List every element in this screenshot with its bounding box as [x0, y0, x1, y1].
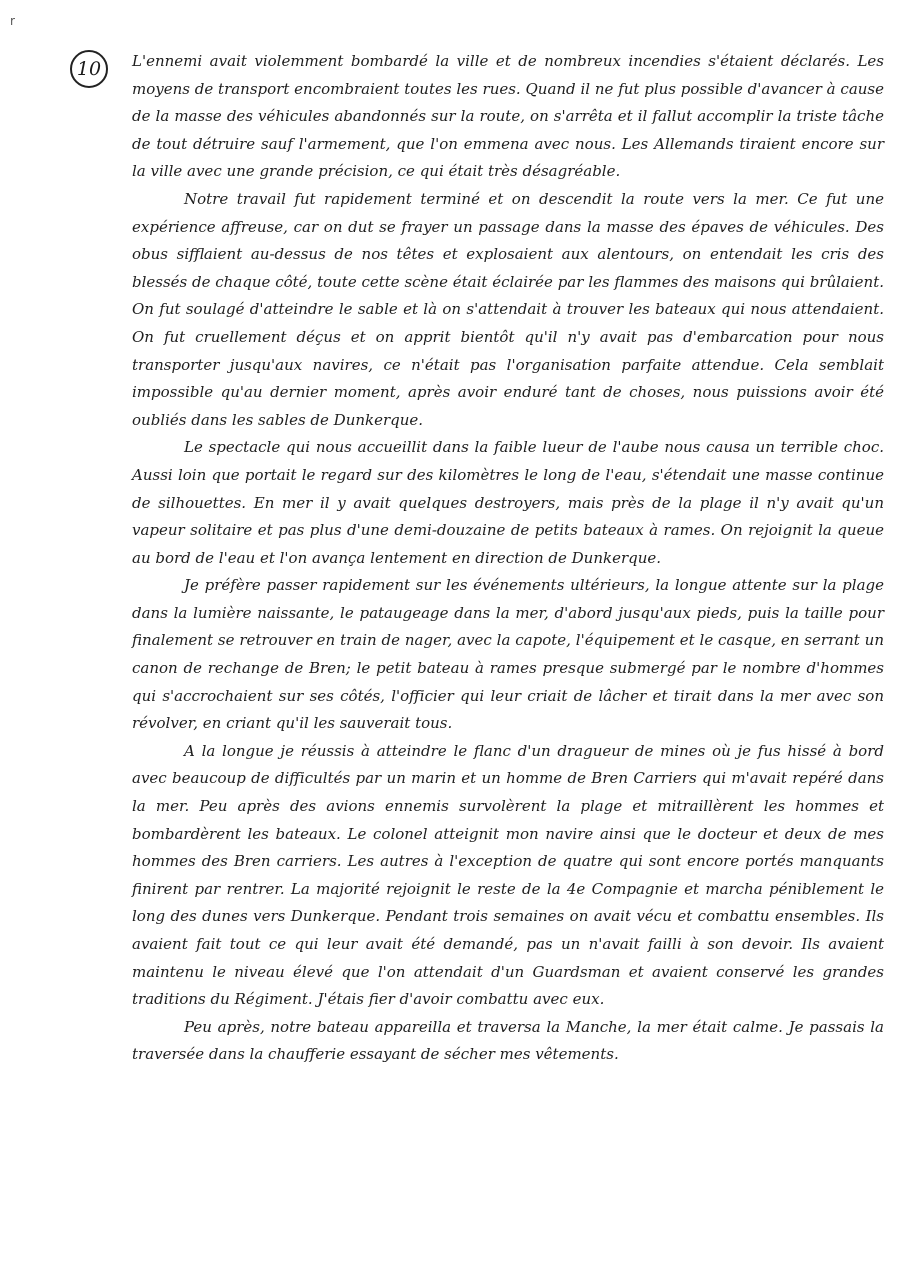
corner-mark: r: [10, 14, 15, 28]
paragraph-3: Le spectacle qui nous accueillit dans la faible lueur de l'aube nous causa un terrible choc. Aussi loin que portait le regard sur des kilomètres le long de l'eau, s'étendait une masse continue de silhouettes. En mer il y avait quelques destroyers, mais près de la plage il n'y avait qu'un vapeur solitaire et pas plus d'une demi-douzaine de petits bateaux à rames. On rejoignit la queue au bord de l'eau et l'on avança lentement en direction de Dunkerque.: [132, 438, 884, 567]
handwritten-text-body: [132, 48, 884, 1069]
paragraph-5: A la longue je réussis à atteindre le flanc d'un dragueur de mines où je fus hissé à bord avec beaucoup de difficultés par un marin et un homme de Bren Carriers qui m'avait repéré dans la mer. Peu après des avions ennemis survolèrent la plage et mitraillèrent les hommes et bombardèrent les bateaux. Le colonel atteignit mon navire ainsi que le docteur et deux de mes hommes des Bren carriers. Les autres à l'exception de quatre qui sont encore portés manquants finirent par rentrer. La majorité rejoignit le reste de la 4e Compagnie et marcha péniblement le long des dunes vers Dunkerque. Pendant trois semaines on avait vécu et combattu ensembles. Ils avaient fait tout ce qui leur avait été demandé, pas un n'avait failli à son devoir. Ils avaient maintenu le niveau élevé que l'on attendait d'un Guardsman et avaient conservé les grandes traditions du Régiment. J'étais fier d'avoir combattu avec eux.: [132, 741, 884, 1009]
paragraph-2: Notre travail fut rapidement terminé et on descendit la route vers la mer. Ce fut une expérience affreuse, car on dut se frayer un passage dans la masse des épaves de véhicules. Des obus sifflaient au-dessus de nos têtes et explosaient aux alentours, on entendait les cris des blessés de chaque côté, toute cette scène était éclairée par les flammes des maisons qui brûlaient. On fut soulagé d'atteindre le sable et là on s'attendait à trouver les bateaux qui nous attendaient. On fut cruellement déçus et on apprit bientôt qu'il n'y avait pas d'embarcation pour nous transporter jusqu'aux navires, ce n'était pas l'organisation parfaite attendue. Cela semblait impossible qu'au dernier moment, après avoir enduré tant de choses, nous puissions avoir été oubliés dans les sables de Dunkerque.: [132, 189, 884, 429]
paragraph-1: L'ennemi avait violemment bombardé la ville et de nombreux incendies s'étaient déclarés. Les moyens de transport encombraient toutes les rues. Quand il ne fut plus possible d'avancer à cause de la masse des véhicules abandonnés sur la route, on s'arrêta et il fallut accomplir la triste tâche de tout détruire sauf l'armement, que l'on emmena avec nous. Les Allemands tiraient encore sur la ville avec une grande précision, ce qui était très désagréable.: [132, 52, 884, 181]
paragraph-4: Je préfère passer rapidement sur les événements ultérieurs, la longue attente sur la plage dans la lumière naissante, le pataugeage dans la mer, d'abord jusqu'aux pieds, puis la taille pour finalement se retrouver en train de nager, avec la capote, l'équipement et le casque, en serrant un canon de rechange de Bren; le petit bateau à rames presque submergé par le nombre d'hommes qui s'accrochaient sur ses côtés, l'officier qui leur criait de lâcher et tirait dans la mer avec son révolver, en criant qu'il les sauverait tous.: [132, 576, 884, 733]
paragraph-6: Peu après, notre bateau appareilla et traversa la Manche, la mer était calme. Je passais la traversée dans la chaufferie essayant de sécher mes vêtements.: [132, 1017, 884, 1064]
page-number-circled: 10: [70, 50, 108, 88]
